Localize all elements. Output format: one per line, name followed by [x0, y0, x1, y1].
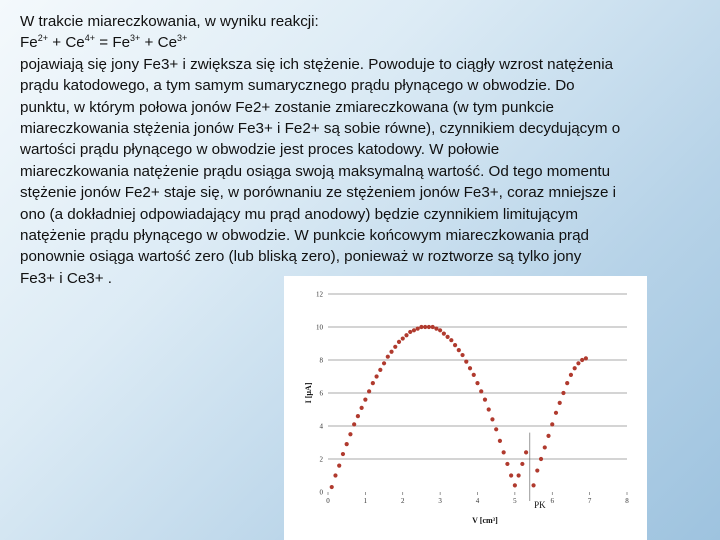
eq-ce3: Ce [157, 34, 178, 52]
data-point [393, 345, 397, 349]
eq-ce4: Ce [65, 34, 85, 52]
y-tick-label: 8 [319, 356, 323, 365]
reaction-equation [20, 32, 710, 53]
data-point [341, 452, 345, 456]
data-point [569, 373, 573, 377]
data-point [423, 325, 427, 329]
data-point [363, 398, 367, 402]
data-point [442, 332, 446, 336]
data-point [371, 381, 375, 385]
data-point [546, 434, 550, 438]
data-point [408, 330, 412, 334]
y-tick-label: 12 [316, 290, 323, 299]
data-point [457, 348, 461, 352]
data-point [475, 381, 479, 385]
data-point [427, 325, 431, 329]
data-point [389, 350, 393, 354]
data-point [502, 450, 506, 454]
data-point [397, 340, 401, 344]
data-point [539, 457, 543, 461]
eq-ce4-charge: 4+ [84, 33, 95, 44]
body-line: natężenie prądu płynącego w obwodzie. W punkcie końcowym miareczkowania prąd [20, 227, 589, 245]
data-point [468, 366, 472, 370]
data-point [360, 406, 364, 410]
eq-fe3-charge: 3+ [130, 33, 141, 44]
data-point [524, 450, 528, 454]
data-point [404, 333, 408, 337]
data-point [565, 381, 569, 385]
data-point [550, 422, 554, 426]
eq-equals: = [95, 34, 113, 52]
body-line: prądu katodowego, a tym samym sumarycznego prądu płynącego w obwodzie. Do [20, 77, 575, 95]
data-point [419, 325, 423, 329]
x-tick-label: 0 [326, 497, 330, 505]
data-point [446, 335, 450, 339]
eq-ce3-charge: 3+ [177, 33, 188, 44]
data-point [509, 473, 513, 477]
data-point [434, 327, 438, 331]
data-point [449, 338, 453, 342]
intro-line: W trakcie miareczkowania, w wyniku reakcji: [20, 13, 319, 30]
data-point [576, 361, 580, 365]
data-point [416, 327, 420, 331]
data-point [374, 374, 378, 378]
data-point [505, 462, 509, 466]
y-tick-label: 10 [316, 323, 323, 332]
titration-chart [284, 276, 647, 540]
data-point [472, 373, 476, 377]
data-point [345, 442, 349, 446]
y-axis-title: I [μA] [304, 382, 313, 404]
x-tick-label: 6 [550, 497, 554, 505]
body-line: wartości prądu płynącego w obwodzie jest proces katodowy. W połowie [20, 141, 500, 159]
x-tick-label: 2 [401, 497, 405, 505]
body-line: punktu, w którym połowa jonów Fe2+ zostanie zmiareczkowana (w tym punkcie [20, 98, 554, 116]
eq-fe2-charge: 2+ [37, 33, 48, 44]
data-point [531, 483, 535, 487]
eq-fe3: Fe [112, 34, 131, 52]
x-tick-label: 7 [587, 497, 592, 505]
y-tick-label: 6 [319, 389, 323, 398]
eq-plus-1: + [48, 34, 66, 52]
data-point [558, 401, 562, 405]
data-point [543, 445, 547, 449]
body-line: Fe3+ i Ce3+ . [20, 269, 113, 287]
x-tick-label: 8 [625, 497, 629, 505]
y-tick-label: 2 [319, 455, 323, 464]
data-point [554, 411, 558, 415]
x-tick-label: 4 [475, 497, 480, 505]
body-line: ono (a dokładniej odpowiadający mu prąd anodowy) będzie czynnikiem limitującym [20, 205, 579, 223]
data-point [460, 353, 464, 357]
data-point [431, 325, 435, 329]
x-axis-title: V [cm³] [472, 516, 498, 525]
chart-svg [284, 276, 647, 540]
data-point [580, 358, 584, 362]
data-point [490, 417, 494, 421]
x-tick-label: 1 [363, 497, 368, 505]
data-point [517, 473, 521, 477]
data-point [386, 355, 390, 359]
data-point [330, 485, 334, 489]
data-point [333, 473, 337, 477]
data-point [367, 389, 371, 393]
data-point [479, 389, 483, 393]
data-point [378, 368, 382, 372]
x-tick-label: 5 [513, 497, 517, 505]
data-point [535, 468, 539, 472]
data-point [348, 432, 352, 436]
data-point [356, 414, 360, 418]
data-point [438, 328, 442, 332]
body-line: miareczkowania natężenie prądu osiąga swoją maksymalną wartość. Od tego momentu [20, 162, 611, 180]
data-point [513, 483, 517, 487]
slide-text [20, 11, 710, 289]
y-tick-label: 4 [319, 422, 323, 431]
body-line: ponownie osiąga wartość zero (lub bliską zero), ponieważ w roztworze są tylko jony [20, 248, 582, 266]
eq-plus-2: + [140, 34, 158, 52]
body-line: miareczkowania stężenia jonów Fe3+ i Fe2+ są sobie równe), czynnikiem decydującym o [20, 120, 621, 138]
data-point [352, 422, 356, 426]
data-point [498, 439, 502, 443]
body-line: stężenie jonów Fe2+ staje się, w porównaniu ze stężeniem jonów Fe3+, coraz mniejsze i [20, 184, 616, 202]
y-tick-label: 0 [319, 488, 323, 497]
data-point [382, 361, 386, 365]
data-point [337, 464, 341, 468]
data-point [483, 398, 487, 402]
eq-fe2: Fe [20, 34, 38, 52]
data-point [584, 356, 588, 360]
data-point [561, 391, 565, 395]
data-point [453, 343, 457, 347]
data-point [401, 336, 405, 340]
data-point [494, 427, 498, 431]
data-point [573, 366, 577, 370]
pk-label: PK [534, 500, 546, 510]
data-point [464, 360, 468, 364]
data-point [520, 462, 524, 466]
x-tick-label: 3 [438, 497, 442, 505]
body-line: pojawiają się jony Fe3+ i zwiększa się ich stężenie. Powoduje to ciągły wzrost natężenia [20, 55, 614, 73]
data-point [412, 328, 416, 332]
data-point [487, 407, 491, 411]
